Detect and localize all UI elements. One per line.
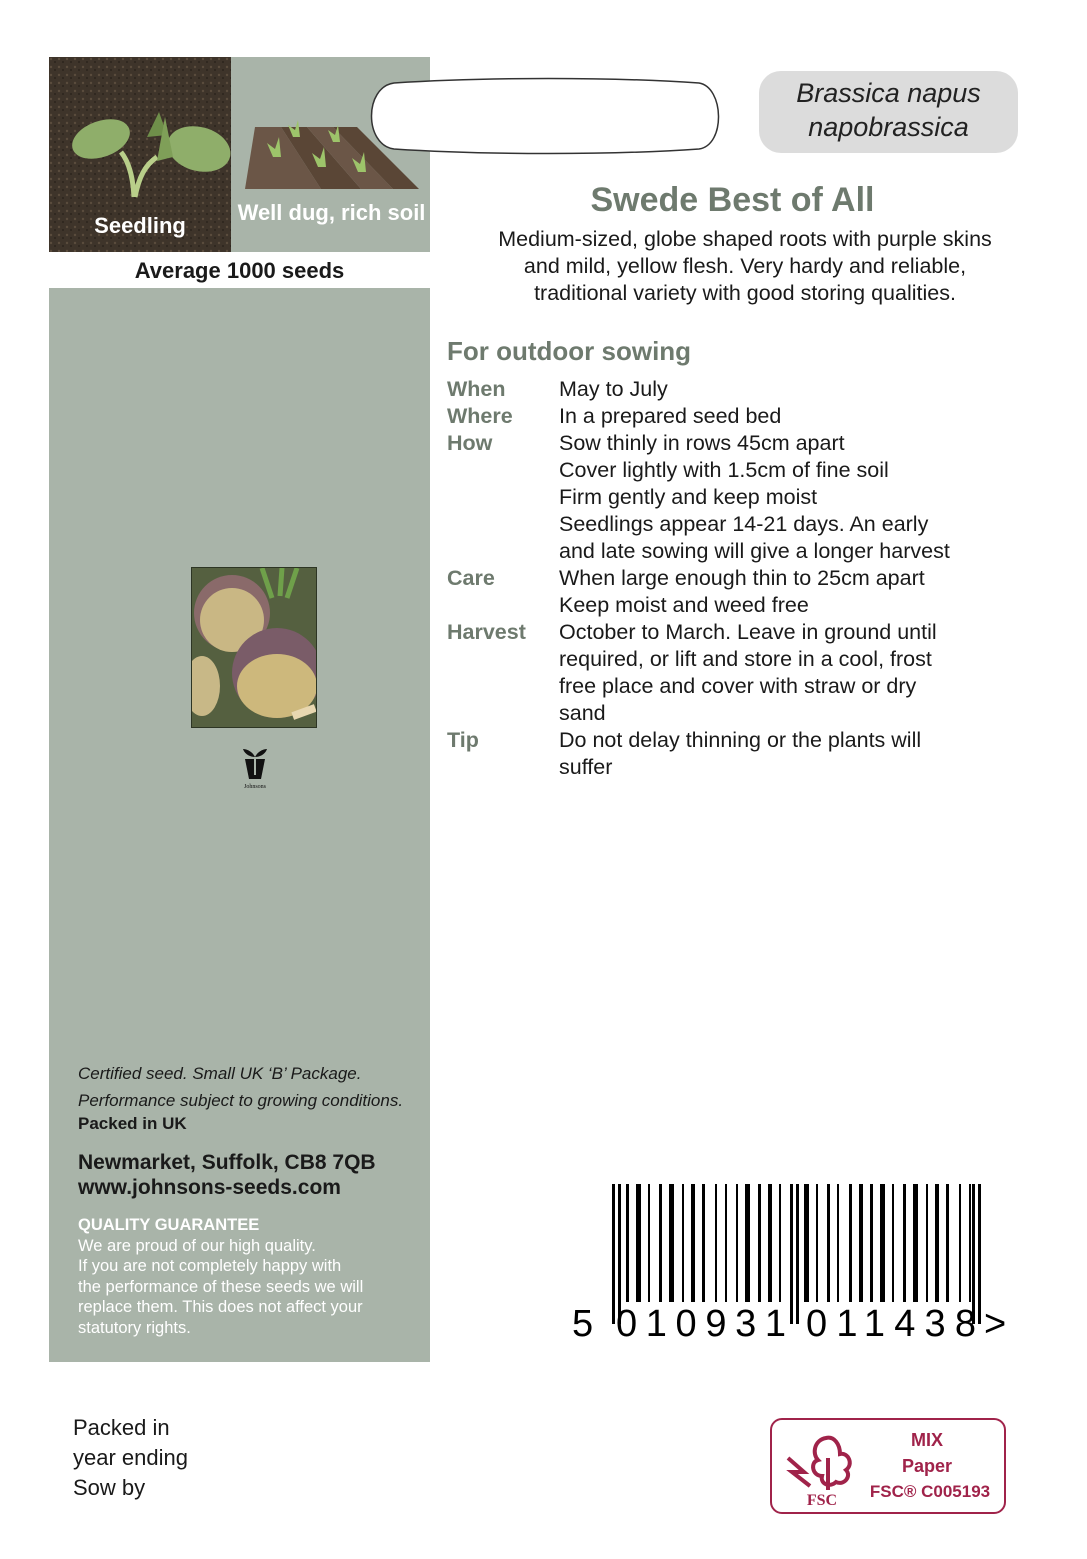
johnsons-logo: [237, 745, 273, 790]
row-text: free place and cover with straw or dry: [559, 674, 917, 698]
sow-by-label: Sow by: [73, 1475, 146, 1500]
row-text: May to July: [559, 377, 668, 401]
fsc-paper: Paper: [901, 1456, 953, 1476]
address-line: Newmarket, Suffolk, CB8 7QB: [78, 1151, 376, 1174]
sowing-row-care: [447, 565, 1047, 619]
fsc-logo-text: FSC: [806, 1492, 838, 1506]
packed-in-label: Packed in: [73, 1415, 170, 1440]
soil-label: Well dug, rich soil: [237, 200, 426, 225]
quality-guarantee: [78, 1215, 428, 1338]
quality-line: If you are not completely happy with: [78, 1257, 342, 1275]
certified-line: Certified seed. Small UK ‘B’ Package.: [78, 1064, 362, 1083]
quality-line: We are proud of our high quality.: [78, 1236, 316, 1255]
latin-name-line: napobrassica: [808, 112, 969, 142]
row-label: Tip: [447, 728, 479, 752]
row-label: When: [447, 377, 506, 401]
sowing-row-tip: [447, 727, 1047, 781]
packed-info: [73, 1413, 188, 1503]
quality-line: replace them. This does not affect your: [78, 1298, 363, 1316]
quality-line: statutory rights.: [78, 1318, 191, 1337]
barcode-digit: >: [984, 1303, 1007, 1344]
fsc-code: FSC® C005193: [869, 1482, 991, 1501]
description-line: and mild, yellow flesh. Very hardy and reliable,: [523, 254, 967, 278]
sowing-section-heading: For outdoor sowing: [447, 336, 692, 366]
sowing-row-where: [447, 403, 1047, 430]
row-text: required, or lift and store in a cool, frost: [559, 647, 932, 671]
sowing-row-when: [447, 376, 1047, 403]
seedling-label: Seedling: [94, 213, 186, 238]
latin-name: [759, 76, 1018, 144]
certified-line: Performance subject to growing conditions.: [78, 1091, 404, 1110]
latin-name-line: Brassica napus: [796, 78, 981, 108]
barcode-digit: 5: [572, 1303, 594, 1344]
barcode: [570, 1184, 1015, 1344]
row-text: When large enough thin to 25cm apart: [559, 566, 925, 590]
row-label: Harvest: [447, 620, 526, 644]
row-text: suffer: [559, 755, 613, 779]
row-text: sand: [559, 701, 606, 725]
quality-title: QUALITY GUARANTEE: [78, 1216, 260, 1234]
row-text: Sow thinly in rows 45cm apart: [559, 431, 845, 455]
row-label: Where: [447, 404, 513, 428]
fsc-mix: MIX: [910, 1430, 943, 1450]
row-text: Do not delay thinning or the plants will: [559, 728, 922, 752]
blank-label-window: [364, 77, 724, 155]
row-text: and late sowing will give a longer harvest: [559, 539, 950, 563]
row-text: Seedlings appear 14-21 days. An early: [559, 512, 929, 536]
product-description: [430, 226, 1060, 307]
seed-count: Average 1000 seeds: [134, 258, 345, 283]
row-label: How: [447, 431, 493, 455]
barcode-digits-right: 011438: [806, 1303, 976, 1344]
certified-note: [78, 1060, 403, 1114]
seedling-icon-tile: [49, 57, 231, 252]
barcode-digits-left: 010931: [616, 1303, 786, 1344]
address-block: [78, 1150, 376, 1200]
swede-photo: [191, 567, 317, 728]
quality-line: the performance of these seeds we will: [78, 1277, 364, 1296]
sowing-instructions: [447, 376, 1047, 781]
row-text: In a prepared seed bed: [559, 404, 782, 428]
row-label: Care: [447, 566, 495, 590]
fsc-tree-icon: [782, 1428, 862, 1506]
sowing-row-how: [447, 430, 1047, 565]
website: www.johnsons-seeds.com: [78, 1176, 341, 1199]
row-text: Cover lightly with 1.5cm of fine soil: [559, 458, 889, 482]
svg-text:Johnsons: Johnsons: [243, 784, 267, 790]
row-text: Firm gently and keep moist: [559, 485, 818, 509]
row-text: Keep moist and weed free: [559, 593, 809, 617]
row-text: October to March. Leave in ground until: [559, 620, 937, 644]
packed-in-uk: Packed in UK: [78, 1114, 187, 1133]
description-line: traditional variety with good storing qualities.: [534, 281, 956, 305]
description-line: Medium-sized, globe shaped roots with purple skins: [498, 227, 992, 251]
fsc-label: [770, 1418, 1006, 1514]
product-title: Swede Best of All: [590, 181, 875, 219]
sowing-row-harvest: [447, 619, 1047, 727]
year-ending-label: year ending: [73, 1445, 188, 1470]
